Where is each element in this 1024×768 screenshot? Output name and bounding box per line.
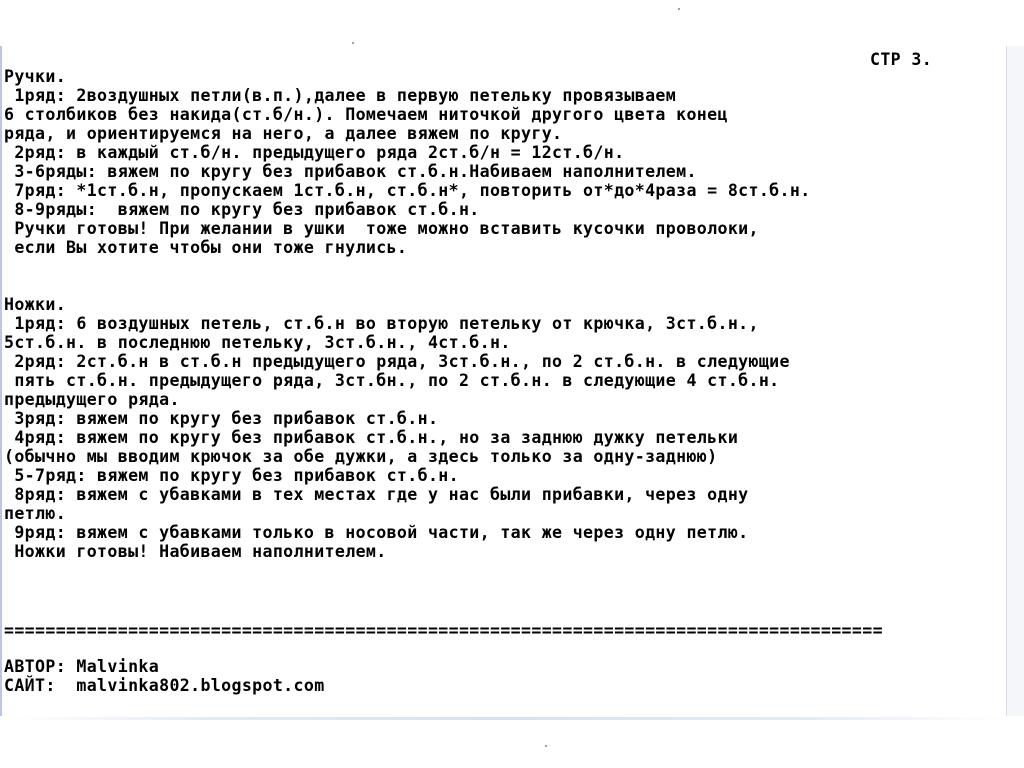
separator-line: ===================================================================================== — [4, 621, 883, 640]
text-line: 3ряд: вяжем по кругу без прибавок ст.б.н. — [4, 409, 439, 428]
speck — [678, 8, 680, 10]
text-line: 5-7ряд: вяжем по кругу без прибавок ст.б.н. — [4, 466, 459, 485]
speck — [545, 745, 547, 747]
page-number: СТР 3. — [870, 50, 933, 69]
text-line: предыдущего ряда. — [4, 390, 180, 409]
text-line: петлю. — [4, 504, 67, 523]
text-line: 5ст.б.н. в последнюю петельку, 3ст.б.н., 4ст.б.н. — [4, 333, 511, 352]
text-line: Ручки готовы! При желании в ушки тоже можно вставить кусочки проволоки, — [4, 219, 759, 238]
text-line: 4ряд: вяжем по кругу без прибавок ст.б.н., но за заднюю дужку петельки — [4, 428, 739, 447]
text-line: 1ряд: 6 воздушных петель, ст.б.н во вторую петельку от крючка, 3ст.б.н., — [4, 314, 759, 333]
site-line: САЙТ: malvinka802.blogspot.com — [4, 676, 325, 695]
text-line: Ножки готовы! Набиваем наполнителем. — [4, 542, 387, 561]
text-line: 6 столбиков без накида(ст.б/н.). Помечаем ниточкой другого цвета конец — [4, 105, 728, 124]
text-line: пять ст.б.н. предыдущего ряда, 3ст.бн., по 2 ст.б.н. в следующие 4 ст.б.н. — [4, 371, 780, 390]
text-line: 7ряд: *1ст.б.н, пропускаем 1ст.б.н, ст.б.н*, повторить от*до*4раза = 8ст.б.н. — [4, 181, 811, 200]
left-border — [0, 46, 2, 716]
text-line: если Вы хотите чтобы они тоже гнулись. — [4, 238, 408, 257]
speck — [352, 42, 354, 44]
text-line: 8ряд: вяжем с убавками в тех местах где у нас были прибавки, через одну — [4, 485, 749, 504]
text-line: ряда, и ориентируемся на него, а далее вяжем по кругу. — [4, 124, 563, 143]
document-page — [4, 46, 1004, 716]
text-line: 9ряд: вяжем с убавками только в носовой части, так же через одну петлю. — [4, 523, 749, 542]
text-line: 8-9ряды: вяжем по кругу без прибавок ст.б.н. — [4, 200, 480, 219]
text-line: (обычно мы вводим крючок за обе дужки, а здесь только за одну-заднюю) — [4, 447, 718, 466]
author-line: АВТОР: Malvinka — [4, 657, 160, 676]
bottom-margin — [0, 716, 1024, 768]
section-heading-handles: Ручки. — [4, 67, 67, 86]
section-heading-legs: Ножки. — [4, 295, 67, 314]
bottom-edge-line — [6, 717, 1006, 720]
text-line: 2ряд: 2ст.б.н в ст.б.н предыдущего ряда, 3ст.б.н., по 2 ст.б.н. в следующие — [4, 352, 790, 371]
top-margin — [0, 0, 1024, 46]
text-line: 3-6ряды: вяжем по кругу без прибавок ст.б.н.Набиваем наполнителем. — [4, 162, 697, 181]
text-line: 2ряд: в каждый ст.б/н. предыдущего ряда 2ст.б/н = 12ст.б/н. — [4, 143, 625, 162]
text-line: 1ряд: 2воздушных петли(в.п.),далее в первую петельку провязываем — [4, 86, 677, 105]
right-scroll-area — [1006, 46, 1024, 716]
